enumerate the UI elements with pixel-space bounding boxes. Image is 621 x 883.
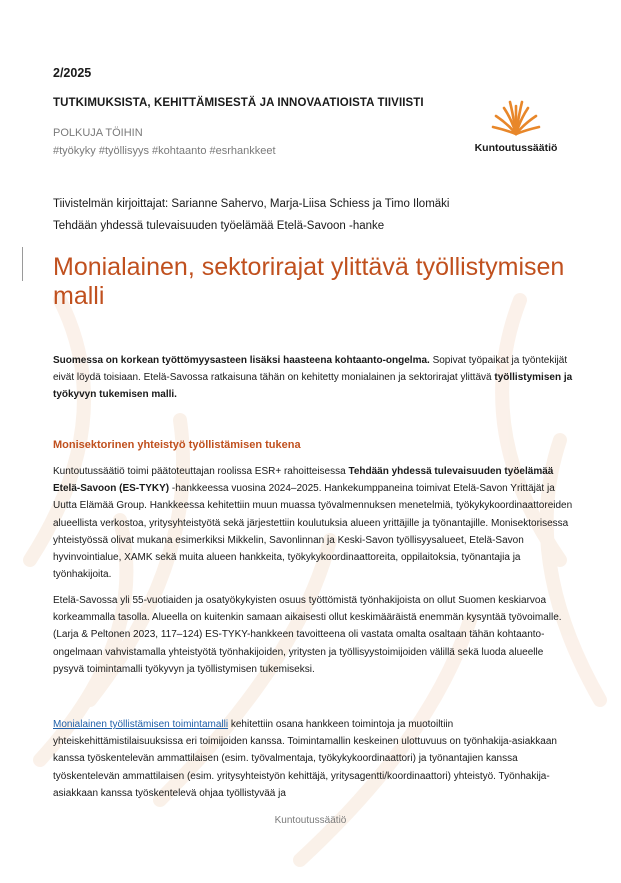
kuntoutussaatio-logo <box>466 98 566 154</box>
hashtags: #työkyky #työllisyys #kohtaanto #esrhankkeet <box>53 145 276 157</box>
p1-intro: Kuntoutussäätiö toimi päätoteuttajan roolissa ESR+ rahoitteisessa <box>53 466 349 477</box>
issue-number: 2/2025 <box>53 66 92 80</box>
project-line: Tehdään yhdessä tulevaisuuden työelämää Etelä-Savoon -hanke <box>53 220 385 232</box>
lead-bold-1: Suomessa on korkean työttömyysasteen lisäksi haasteena kohtaanto-ongelma. <box>53 355 430 366</box>
page-footer: Kuntoutussäätiö <box>274 815 347 826</box>
category-label: POLKUJA TÖIHIN <box>53 127 143 139</box>
lead-paragraph <box>53 352 573 404</box>
authors-line: Tiivistelmän kirjoittajat: Sarianne Sahervo, Marja-Liisa Schiess ja Timo Ilomäki <box>53 198 450 210</box>
lead-text: Sopivat työpaikat ja työntekijät eivät löydä toisiaan. Etelä-Savossa ratkaisuna tähän on kehitetty monialainen ja sektorirajat ylittävä <box>53 355 568 384</box>
lead-bold-2: työllistymisen ja työkyvyn tukemisen malli. <box>53 372 573 401</box>
p3-body: kehitettiin osana hankkeen toimintoja ja muotoiltiin yhteiskehittämistilaisuuksissa eri toimijoiden kanssa. Toimintamallin keskeinen ulottuvuus on työnhakija-asiakkaan kanssa työskentelevän ammattilaisen (esim. työvalmentaja, työkykykoordinaattori) ja työnantajien kanssa työskentelevän ammattilaisen (esim. yritysyhteistyön kehittäjä, yritysagentti/koordinaattori) yhteistyö. Työnhakija-asiakkaan kanssa työskentelevä ohjaa työllistyvää ja <box>53 719 557 799</box>
section-heading: Monisektorinen yhteistyö työllistämisen tukena <box>53 439 301 451</box>
sunburst-logo-icon <box>490 98 542 136</box>
paragraph-2: Etelä-Savossa yli 55-vuotiaiden ja osatyökykyisten osuus työttömistä työnhakijoista on ollut Suomen keskiarvoa korkeammalla tasolla. Alueella on kuitenkin samaan aikaisesti ollut keskimääräistä enemmän kysyntää työvoimalle. (Larja & Peltonen 2023, 117–124) ES-TYKY-hankkeen tavoitteena oli vastata omalta osaltaan tähän kohtaanto-ongelmaan vahvistamalla yhteistyötä työnhakijoiden, yritysten ja työllisyystoimijoiden välillä sekä luoda alueelle pysyvä toimintamalli työkyvyn ja työllistymisen tukemiseksi. <box>53 595 562 675</box>
paragraph-3 <box>53 716 573 802</box>
p1-project-name: Tehdään yhdessä tulevaisuuden työelämää Etelä-Savoon (ES-TYKY) <box>53 466 554 495</box>
series-title: TUTKIMUKSISTA, KEHITTÄMISESTÄ JA INNOVAATIOISTA TIIVIISTI <box>53 97 424 109</box>
logo-wordmark: Kuntoutussäätiö <box>474 142 558 154</box>
paragraph-1 <box>53 463 573 583</box>
page-title: Monialainen, sektorirajat ylittävä työllistymisen malli <box>53 253 565 310</box>
operating-model-link[interactable]: Monialainen työllistämisen toimintamalli <box>53 719 229 730</box>
cursor-bar <box>22 247 23 281</box>
p1-body: -hankkeessa vuosina 2024–2025. Hankekumppaneina toimivat Etelä-Savon Yrittäjät ja Uutta Elämää Group. Hankkeessa kehitettiin muun muassa työvalmennuksen menetelmiä, työkykykoordinaattoreiden alueellista verkostoa, yritysyhteistyötä sekä järjestettiin koulutuksia alueen yrittäjille ja työnantajille. Monisektorisessa yhteistyössä olivat mukana esimerkiksi Mikkelin, Savonlinnan ja Keski-Savon työllisyysalueet, Etelä-Savon hyvinvointialue, XAMK sekä muita alueen hankkeita, työkykykoordinaattoreita, oppilaitoksia, työnantajia ja työnhakijoita. <box>53 483 573 581</box>
